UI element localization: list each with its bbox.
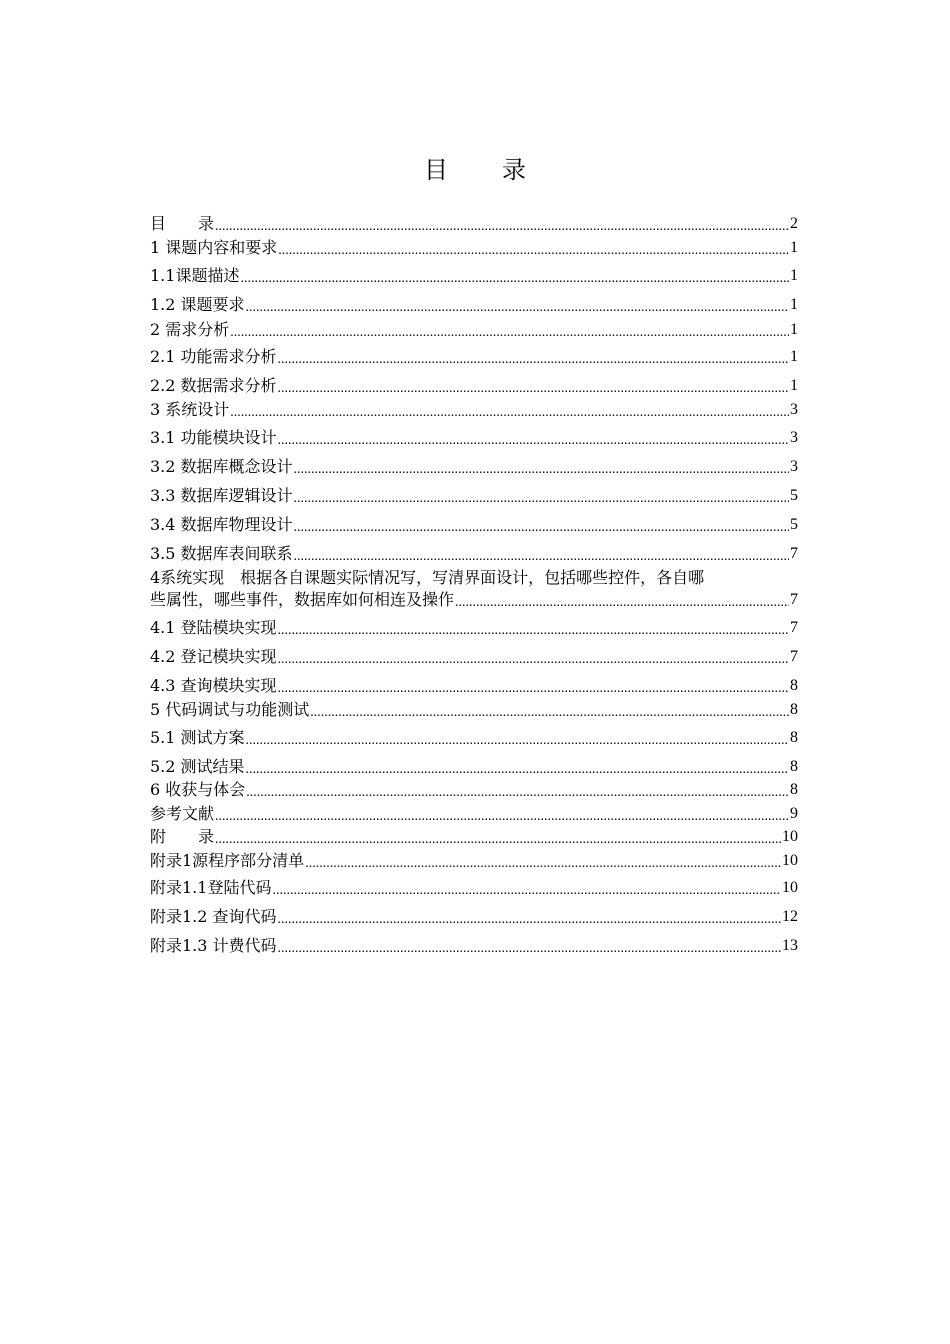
toc-entry-label: 5 代码调试与功能测试 bbox=[150, 700, 310, 719]
toc-leader-dots bbox=[246, 733, 789, 749]
toc-entry-label: 5.1 测试方案 bbox=[150, 728, 245, 747]
toc-entry-3-4[interactable] bbox=[150, 514, 798, 536]
toc-entry-page: 3 bbox=[790, 458, 798, 475]
toc-entry-label: 4.2 登记模块实现 bbox=[150, 647, 277, 666]
toc-entry-label: 参考文献 bbox=[150, 804, 215, 823]
toc-leader-dots bbox=[278, 381, 789, 397]
toc-entry-label: 目 录 bbox=[150, 214, 215, 233]
toc-entry-label-line1: 4系统实现 根据各自课题实际情况写，写清界面设计，包括哪些控件，各自哪 bbox=[150, 568, 705, 587]
toc-leader-dots bbox=[230, 405, 789, 421]
toc-entry-4-2[interactable] bbox=[150, 646, 798, 668]
toc-entry-label: 4.1 登陆模块实现 bbox=[150, 618, 277, 637]
toc-entry-page: 3 bbox=[790, 429, 798, 446]
toc-leader-dots bbox=[272, 883, 781, 899]
toc-entry-label: 3.4 数据库物理设计 bbox=[150, 515, 293, 534]
toc-entry-page: 8 bbox=[790, 729, 798, 746]
toc-entry-label: 3 系统设计 bbox=[150, 400, 230, 419]
toc-entry-page: 7 bbox=[790, 591, 798, 608]
toc-leader-dots bbox=[246, 785, 789, 801]
toc-entry-page: 5 bbox=[790, 516, 798, 533]
toc-entry-3[interactable] bbox=[150, 399, 798, 421]
toc-entry-page: 1 bbox=[790, 267, 798, 284]
toc-entry-page: 8 bbox=[790, 758, 798, 775]
toc-leader-dots bbox=[230, 325, 789, 341]
toc-entry-6[interactable] bbox=[150, 779, 798, 801]
toc-entry-1[interactable] bbox=[150, 237, 798, 259]
toc-entry-page: 2 bbox=[790, 215, 798, 232]
toc-entry-page: 1 bbox=[790, 321, 798, 338]
toc-entry-2-2[interactable] bbox=[150, 375, 798, 397]
toc-entry-4-1[interactable] bbox=[150, 617, 798, 639]
toc-entry-label: 1.1课题描述 bbox=[150, 266, 240, 285]
toc-entry-page: 8 bbox=[790, 701, 798, 718]
toc-entry-label: 3.3 数据库逻辑设计 bbox=[150, 486, 293, 505]
toc-leader-dots bbox=[278, 941, 781, 957]
toc-entry-2-1[interactable] bbox=[150, 346, 798, 368]
toc-entry-line2 bbox=[150, 589, 798, 611]
toc-leader-dots bbox=[278, 652, 789, 668]
toc-entry-label: 4.3 查询模块实现 bbox=[150, 676, 277, 695]
toc-entry-page: 5 bbox=[790, 487, 798, 504]
toc-entry-page: 7 bbox=[790, 619, 798, 636]
toc-entry-1-2[interactable] bbox=[150, 294, 798, 316]
toc-entry-page: 10 bbox=[782, 828, 798, 845]
toc-entry-appendix-1-2[interactable] bbox=[150, 906, 798, 928]
toc-leader-dots bbox=[294, 520, 789, 536]
toc-leader-dots bbox=[240, 271, 789, 287]
toc-entry-page: 9 bbox=[790, 805, 798, 822]
toc-entry-label: 1.2 课题要求 bbox=[150, 295, 245, 314]
title-char-1: 目 bbox=[424, 156, 448, 184]
toc-entry-appendix-1-3[interactable] bbox=[150, 935, 798, 957]
toc-entry-3-2[interactable] bbox=[150, 456, 798, 478]
toc-entry-4-3[interactable] bbox=[150, 675, 798, 697]
toc-entry-label: 5.2 测试结果 bbox=[150, 757, 245, 776]
toc-leader-dots bbox=[294, 491, 789, 507]
toc-leader-dots bbox=[278, 681, 789, 697]
toc-leader-dots bbox=[215, 809, 789, 825]
toc-leader-dots bbox=[278, 912, 781, 928]
toc-leader-dots bbox=[246, 762, 789, 778]
toc-entry-label: 附录1源程序部分清单 bbox=[150, 851, 305, 870]
toc-entry-2[interactable] bbox=[150, 319, 798, 341]
toc-entry-page: 1 bbox=[790, 239, 798, 256]
toc-entry-page: 8 bbox=[790, 677, 798, 694]
toc-entry-label: 附 录 bbox=[150, 827, 215, 846]
toc-entry-5-1[interactable] bbox=[150, 727, 798, 749]
toc-leader-dots bbox=[294, 549, 789, 565]
toc-entry-label: 3.5 数据库表间联系 bbox=[150, 544, 293, 563]
toc-entry-label: 3.1 功能模块设计 bbox=[150, 428, 277, 447]
toc-leader-dots bbox=[215, 219, 789, 235]
toc-entry-page: 10 bbox=[782, 852, 798, 869]
toc-entry-page: 1 bbox=[790, 377, 798, 394]
toc-entry-label: 2.2 数据需求分析 bbox=[150, 376, 277, 395]
toc-leader-dots bbox=[246, 300, 789, 316]
toc-leader-dots bbox=[278, 352, 789, 368]
toc-entry-page: 1 bbox=[790, 296, 798, 313]
toc-entry-page: 7 bbox=[790, 545, 798, 562]
toc-leader-dots bbox=[278, 243, 789, 259]
page-title bbox=[0, 150, 950, 185]
toc-entry-page: 13 bbox=[782, 937, 798, 954]
toc-entry-contents[interactable] bbox=[150, 213, 798, 235]
toc-entry-3-3[interactable] bbox=[150, 485, 798, 507]
toc-entry-page: 10 bbox=[782, 879, 798, 896]
toc-leader-dots bbox=[310, 705, 789, 721]
toc-leader-dots bbox=[278, 433, 789, 449]
toc-entry-label: 1 课题内容和要求 bbox=[150, 238, 278, 257]
toc-leader-dots bbox=[305, 856, 781, 872]
toc-entry-appendix-1-1[interactable] bbox=[150, 877, 798, 899]
toc-entry-page: 3 bbox=[790, 401, 798, 418]
toc-entry-label: 附录1.2 查询代码 bbox=[150, 907, 277, 926]
toc-entry-5-2[interactable] bbox=[150, 756, 798, 778]
toc-entry-1-1[interactable] bbox=[150, 265, 798, 287]
toc-leader-dots bbox=[278, 623, 789, 639]
toc-entry-label: 2.1 功能需求分析 bbox=[150, 347, 277, 366]
toc-entry-label: 6 收获与体会 bbox=[150, 780, 246, 799]
toc-entry-label: 附录1.1登陆代码 bbox=[150, 878, 272, 897]
toc-entry-5[interactable] bbox=[150, 699, 798, 721]
toc-leader-dots bbox=[455, 595, 789, 611]
toc-leader-dots bbox=[294, 462, 789, 478]
toc-entry-3-1[interactable] bbox=[150, 427, 798, 449]
toc-entry-label: 3.2 数据库概念设计 bbox=[150, 457, 293, 476]
toc-entry-page: 12 bbox=[782, 908, 798, 925]
toc-entry-page: 8 bbox=[790, 781, 798, 798]
toc-entry-4[interactable] bbox=[150, 567, 798, 611]
toc-entry-appendix-1[interactable] bbox=[150, 850, 798, 872]
toc-entry-references[interactable] bbox=[150, 803, 798, 825]
toc-entry-appendix[interactable] bbox=[150, 826, 798, 848]
toc-entry-label: 2 需求分析 bbox=[150, 320, 230, 339]
toc-entry-label: 附录1.3 计费代码 bbox=[150, 936, 277, 955]
toc-entry-page: 7 bbox=[790, 648, 798, 665]
title-char-2: 录 bbox=[502, 156, 526, 184]
toc-entry-3-5[interactable] bbox=[150, 543, 798, 565]
toc-leader-dots bbox=[215, 832, 781, 848]
toc-entry-page: 1 bbox=[790, 348, 798, 365]
toc-entry-label-line2: 些属性，哪些事件，数据库如何相连及操作 bbox=[150, 590, 455, 609]
